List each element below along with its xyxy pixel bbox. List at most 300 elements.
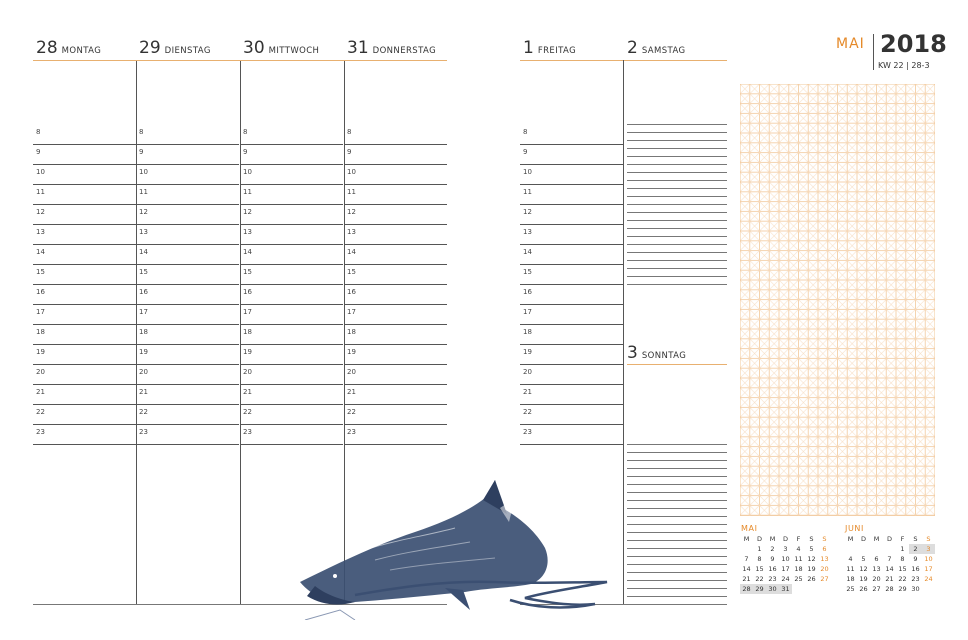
hour-row <box>344 264 447 285</box>
note-line <box>627 236 727 237</box>
hour-label: 21 <box>243 388 252 396</box>
hour-label: 16 <box>243 288 252 296</box>
hour-label: 9 <box>36 148 41 156</box>
calendar-day: 25 <box>794 575 803 583</box>
note-line <box>627 188 727 189</box>
calendar-day: 8 <box>900 555 905 563</box>
hour-label: 20 <box>243 368 252 376</box>
day-name: DONNERSTAG <box>372 46 437 56</box>
hour-label: 13 <box>139 228 148 236</box>
note-line <box>627 452 727 453</box>
hour-row <box>136 384 239 405</box>
note-line <box>627 580 727 581</box>
hour-row <box>344 224 447 245</box>
note-line <box>627 132 727 133</box>
calendar-day: 8 <box>757 555 762 563</box>
hour-label: 11 <box>347 188 356 196</box>
hour-row <box>33 264 136 285</box>
calendar-day: 20 <box>820 565 829 573</box>
hour-label: 8 <box>523 128 528 136</box>
weekday-label: D <box>860 535 866 543</box>
calendar-day: 12 <box>859 565 868 573</box>
weekday-label: D <box>886 535 892 543</box>
hour-row <box>520 184 623 205</box>
day-header <box>523 38 576 60</box>
calendar-day: 18 <box>794 565 803 573</box>
calendar-day: 27 <box>820 575 829 583</box>
calendar-day: 3 <box>922 544 935 554</box>
note-line <box>627 548 727 549</box>
hour-row <box>520 344 623 365</box>
calendar-day: 21 <box>885 575 894 583</box>
hour-label: 8 <box>243 128 248 136</box>
day-number: 29 <box>139 38 161 58</box>
note-line <box>627 596 727 597</box>
calendar-day: 4 <box>796 545 801 553</box>
calendar-day: 3 <box>783 545 788 553</box>
note-line <box>627 172 727 173</box>
hour-label: 16 <box>523 288 532 296</box>
note-line <box>627 468 727 469</box>
hour-label: 20 <box>523 368 532 376</box>
hour-label: 14 <box>139 248 148 256</box>
day-number: 31 <box>347 38 369 58</box>
hour-row <box>240 404 343 425</box>
hour-label: 18 <box>139 328 148 336</box>
hour-row <box>520 384 623 405</box>
hour-label: 21 <box>139 388 148 396</box>
hour-row <box>136 204 239 225</box>
hour-label: 8 <box>347 128 352 136</box>
weekday-label: S <box>926 535 931 543</box>
hour-row <box>240 184 343 205</box>
hour-row <box>33 404 136 425</box>
hour-row <box>136 364 239 385</box>
note-line <box>627 124 727 125</box>
calendar-day: 13 <box>820 555 829 563</box>
hour-label: 21 <box>347 388 356 396</box>
calendar-day: 1 <box>757 545 762 553</box>
day-number: 30 <box>243 38 265 58</box>
hour-label: 15 <box>523 268 532 276</box>
calendar-day: 2 <box>909 544 922 554</box>
hour-row <box>33 144 136 165</box>
weekday-label: F <box>900 535 905 543</box>
hour-row <box>344 304 447 325</box>
calendar-day: 14 <box>885 565 894 573</box>
day-header <box>347 38 436 60</box>
hour-row <box>240 384 343 405</box>
hour-row <box>344 244 447 265</box>
hour-label: 14 <box>36 248 45 256</box>
calendar-day: 28 <box>885 585 894 593</box>
hour-label: 10 <box>36 168 45 176</box>
weekday-label: D <box>756 535 762 543</box>
hour-row <box>136 184 239 205</box>
note-line <box>627 460 727 461</box>
hour-row <box>240 424 343 445</box>
hour-label: 13 <box>36 228 45 236</box>
hour-label: 13 <box>523 228 532 236</box>
month-header <box>830 30 947 74</box>
hour-row <box>520 244 623 265</box>
note-line <box>627 260 727 261</box>
calendar-day: 24 <box>924 575 933 583</box>
hour-row <box>344 144 447 165</box>
calendar-day: 19 <box>859 575 868 583</box>
calendar-day: 4 <box>848 555 853 563</box>
hour-row <box>344 184 447 205</box>
hour-row <box>520 304 623 325</box>
hour-label: 12 <box>139 208 148 216</box>
hour-row <box>344 404 447 425</box>
calendar-day <box>922 584 935 594</box>
note-line <box>627 564 727 565</box>
hour-label: 10 <box>139 168 148 176</box>
hour-row <box>33 164 136 185</box>
calendar-day: 22 <box>898 575 907 583</box>
hour-row <box>520 404 623 425</box>
hour-row <box>33 344 136 365</box>
calendar-day <box>792 584 805 594</box>
hour-row <box>344 324 447 345</box>
hour-label: 16 <box>36 288 45 296</box>
hour-label: 12 <box>36 208 45 216</box>
hour-row <box>33 424 136 445</box>
hour-row <box>520 144 623 165</box>
weekday-label: M <box>873 535 880 543</box>
note-line <box>627 284 727 285</box>
hour-label: 18 <box>36 328 45 336</box>
calendar-day: 13 <box>872 565 881 573</box>
day-header <box>243 38 319 60</box>
calendar-day: 15 <box>755 565 764 573</box>
hour-label: 18 <box>523 328 532 336</box>
calendar-day: 23 <box>911 575 920 583</box>
note-line <box>627 180 727 181</box>
hour-label: 14 <box>523 248 532 256</box>
calendar-day: 31 <box>779 584 792 594</box>
hour-row <box>136 224 239 245</box>
calendar-day: 2 <box>770 545 775 553</box>
calendar-day: 6 <box>874 555 879 563</box>
hour-row <box>520 224 623 245</box>
hour-row <box>240 124 343 145</box>
hour-row <box>33 244 136 265</box>
note-line <box>627 556 727 557</box>
hour-row <box>520 284 623 305</box>
note-line <box>627 140 727 141</box>
hour-label: 19 <box>243 348 252 356</box>
calendar-day: 17 <box>781 565 790 573</box>
hour-row <box>520 204 623 225</box>
hour-label: 17 <box>347 308 356 316</box>
note-line <box>627 500 727 501</box>
hour-label: 19 <box>347 348 356 356</box>
hour-label: 13 <box>243 228 252 236</box>
hour-row <box>344 344 447 365</box>
weekday-label: M <box>743 535 750 543</box>
note-line <box>627 484 727 485</box>
calendar-day: 9 <box>770 555 775 563</box>
calendar-day: 28 <box>740 584 753 594</box>
hour-label: 23 <box>347 428 356 436</box>
day-name: MITTWOCH <box>268 46 320 56</box>
hour-row <box>136 124 239 145</box>
note-line <box>627 212 727 213</box>
month-label: MAI <box>836 36 865 52</box>
calendar-day: 26 <box>807 575 816 583</box>
calendar-day: 30 <box>766 584 779 594</box>
weekday-label: F <box>796 535 801 543</box>
hour-label: 22 <box>36 408 45 416</box>
hour-row <box>33 204 136 225</box>
hour-label: 17 <box>36 308 45 316</box>
hour-label: 15 <box>243 268 252 276</box>
calendar-day: 29 <box>898 585 907 593</box>
hour-label: 23 <box>139 428 148 436</box>
hour-label: 21 <box>523 388 532 396</box>
hour-label: 9 <box>523 148 528 156</box>
hour-row <box>240 304 343 325</box>
calendar-day <box>805 584 818 594</box>
note-line <box>627 516 727 517</box>
calendar-day <box>883 544 896 554</box>
hour-row <box>33 124 136 145</box>
weekday-label: S <box>809 535 814 543</box>
note-line <box>627 228 727 229</box>
hour-row <box>240 264 343 285</box>
note-line <box>627 492 727 493</box>
hour-label: 10 <box>523 168 532 176</box>
hour-label: 15 <box>347 268 356 276</box>
calendar-day: 20 <box>872 575 881 583</box>
day-name: MONTAG <box>61 46 102 56</box>
note-line <box>627 588 727 589</box>
hour-row <box>344 364 447 385</box>
calendar-day: 26 <box>859 585 868 593</box>
hour-row <box>344 424 447 445</box>
calendar-day: 22 <box>755 575 764 583</box>
day-number: 28 <box>36 38 58 58</box>
hour-label: 17 <box>523 308 532 316</box>
weekday-label: S <box>913 535 918 543</box>
hour-row <box>344 284 447 305</box>
hour-row <box>344 204 447 225</box>
day-number: 3 <box>627 343 638 363</box>
weekday-label: M <box>847 535 854 543</box>
calendar-day: 30 <box>911 585 920 593</box>
note-line <box>627 572 727 573</box>
day-header <box>627 38 686 60</box>
day-number: 1 <box>523 38 534 58</box>
hour-row <box>520 324 623 345</box>
hour-row <box>136 244 239 265</box>
hour-row <box>33 324 136 345</box>
hour-row <box>136 144 239 165</box>
hour-label: 23 <box>36 428 45 436</box>
mini-calendar-title: MAI <box>741 524 758 533</box>
calendar-day: 9 <box>913 555 918 563</box>
hour-label: 19 <box>139 348 148 356</box>
calendar-day <box>818 584 831 594</box>
calendar-day: 24 <box>781 575 790 583</box>
calendar-day: 6 <box>822 545 827 553</box>
hour-row <box>240 144 343 165</box>
note-line <box>627 148 727 149</box>
hour-row <box>344 164 447 185</box>
note-line <box>627 268 727 269</box>
calendar-day: 11 <box>794 555 803 563</box>
week-label: KW 22 | 28-3 <box>878 61 930 70</box>
note-line <box>627 532 727 533</box>
hour-row <box>33 284 136 305</box>
hour-row <box>240 244 343 265</box>
calendar-day <box>740 544 753 554</box>
note-line <box>627 196 727 197</box>
day-name: FREITAG <box>537 46 577 56</box>
hour-label: 19 <box>36 348 45 356</box>
hour-label: 12 <box>243 208 252 216</box>
day-name: SONNTAG <box>641 351 687 361</box>
hour-label: 20 <box>139 368 148 376</box>
hour-label: 12 <box>523 208 532 216</box>
calendar-day <box>870 544 883 554</box>
notes-grid <box>740 84 935 516</box>
calendar-day: 7 <box>744 555 749 563</box>
hour-label: 20 <box>347 368 356 376</box>
hour-label: 10 <box>347 168 356 176</box>
year-label: 2018 <box>880 30 947 58</box>
hour-label: 22 <box>139 408 148 416</box>
hour-label: 23 <box>243 428 252 436</box>
hour-row <box>520 164 623 185</box>
calendar-day: 11 <box>846 565 855 573</box>
day-header <box>627 343 686 365</box>
hour-label: 15 <box>36 268 45 276</box>
hour-label: 23 <box>523 428 532 436</box>
calendar-day: 18 <box>846 575 855 583</box>
hour-label: 22 <box>523 408 532 416</box>
hour-label: 15 <box>139 268 148 276</box>
day-header <box>36 38 101 60</box>
hour-label: 21 <box>36 388 45 396</box>
hour-row <box>240 324 343 345</box>
note-line <box>627 476 727 477</box>
hour-row <box>344 124 447 145</box>
hour-row <box>136 284 239 305</box>
calendar-day: 25 <box>846 585 855 593</box>
calendar-day: 16 <box>768 565 777 573</box>
note-line <box>627 276 727 277</box>
hour-row <box>240 204 343 225</box>
calendar-day <box>844 544 857 554</box>
note-line <box>627 220 727 221</box>
mini-calendar-title: JUNI <box>845 524 864 533</box>
calendar-day: 14 <box>742 565 751 573</box>
note-line <box>627 540 727 541</box>
calendar-day: 7 <box>887 555 892 563</box>
hour-label: 11 <box>523 188 532 196</box>
hour-label: 16 <box>139 288 148 296</box>
hour-row <box>136 164 239 185</box>
hour-label: 8 <box>36 128 41 136</box>
calendar-day: 5 <box>861 555 866 563</box>
shark-illustration <box>295 470 615 620</box>
note-line <box>627 204 727 205</box>
hour-row <box>136 424 239 445</box>
hour-row <box>240 364 343 385</box>
calendar-day: 17 <box>924 565 933 573</box>
calendar-day: 19 <box>807 565 816 573</box>
hour-label: 19 <box>523 348 532 356</box>
hour-row <box>33 184 136 205</box>
day-number: 2 <box>627 38 638 58</box>
header-underline <box>627 364 727 365</box>
calendar-day: 12 <box>807 555 816 563</box>
hour-row <box>240 344 343 365</box>
hour-label: 11 <box>139 188 148 196</box>
column-divider <box>136 60 137 605</box>
hour-row <box>33 304 136 325</box>
hour-label: 12 <box>347 208 356 216</box>
note-line <box>627 444 727 445</box>
calendar-day: 16 <box>911 565 920 573</box>
column-divider <box>623 60 624 605</box>
hour-label: 17 <box>139 308 148 316</box>
hour-row <box>33 224 136 245</box>
header-divider <box>873 34 874 70</box>
calendar-day: 15 <box>898 565 907 573</box>
hour-row <box>344 384 447 405</box>
mini-calendar <box>844 534 935 594</box>
weekday-label: D <box>782 535 788 543</box>
calendar-day: 29 <box>753 584 766 594</box>
hour-row <box>136 264 239 285</box>
calendar-day <box>857 544 870 554</box>
weekday-label: S <box>822 535 827 543</box>
note-line <box>627 244 727 245</box>
calendar-day: 1 <box>900 545 905 553</box>
calendar-day: 10 <box>781 555 790 563</box>
hour-label: 20 <box>36 368 45 376</box>
hour-row <box>520 364 623 385</box>
calendar-day: 5 <box>809 545 814 553</box>
calendar-day: 21 <box>742 575 751 583</box>
hour-label: 8 <box>139 128 144 136</box>
hour-row <box>520 264 623 285</box>
hour-row <box>136 344 239 365</box>
header-underline <box>33 60 447 61</box>
note-line <box>627 524 727 525</box>
weekday-label: M <box>769 535 776 543</box>
calendar-day: 23 <box>768 575 777 583</box>
hour-label: 18 <box>347 328 356 336</box>
hour-row <box>33 384 136 405</box>
hour-row <box>136 304 239 325</box>
hour-row <box>240 164 343 185</box>
hour-label: 9 <box>243 148 248 156</box>
day-name: DIENSTAG <box>164 46 211 56</box>
hour-label: 22 <box>243 408 252 416</box>
mini-calendar <box>740 534 831 594</box>
hour-label: 9 <box>139 148 144 156</box>
note-line <box>627 252 727 253</box>
hour-label: 14 <box>243 248 252 256</box>
hour-label: 10 <box>243 168 252 176</box>
hour-label: 11 <box>243 188 252 196</box>
column-divider <box>240 60 241 605</box>
